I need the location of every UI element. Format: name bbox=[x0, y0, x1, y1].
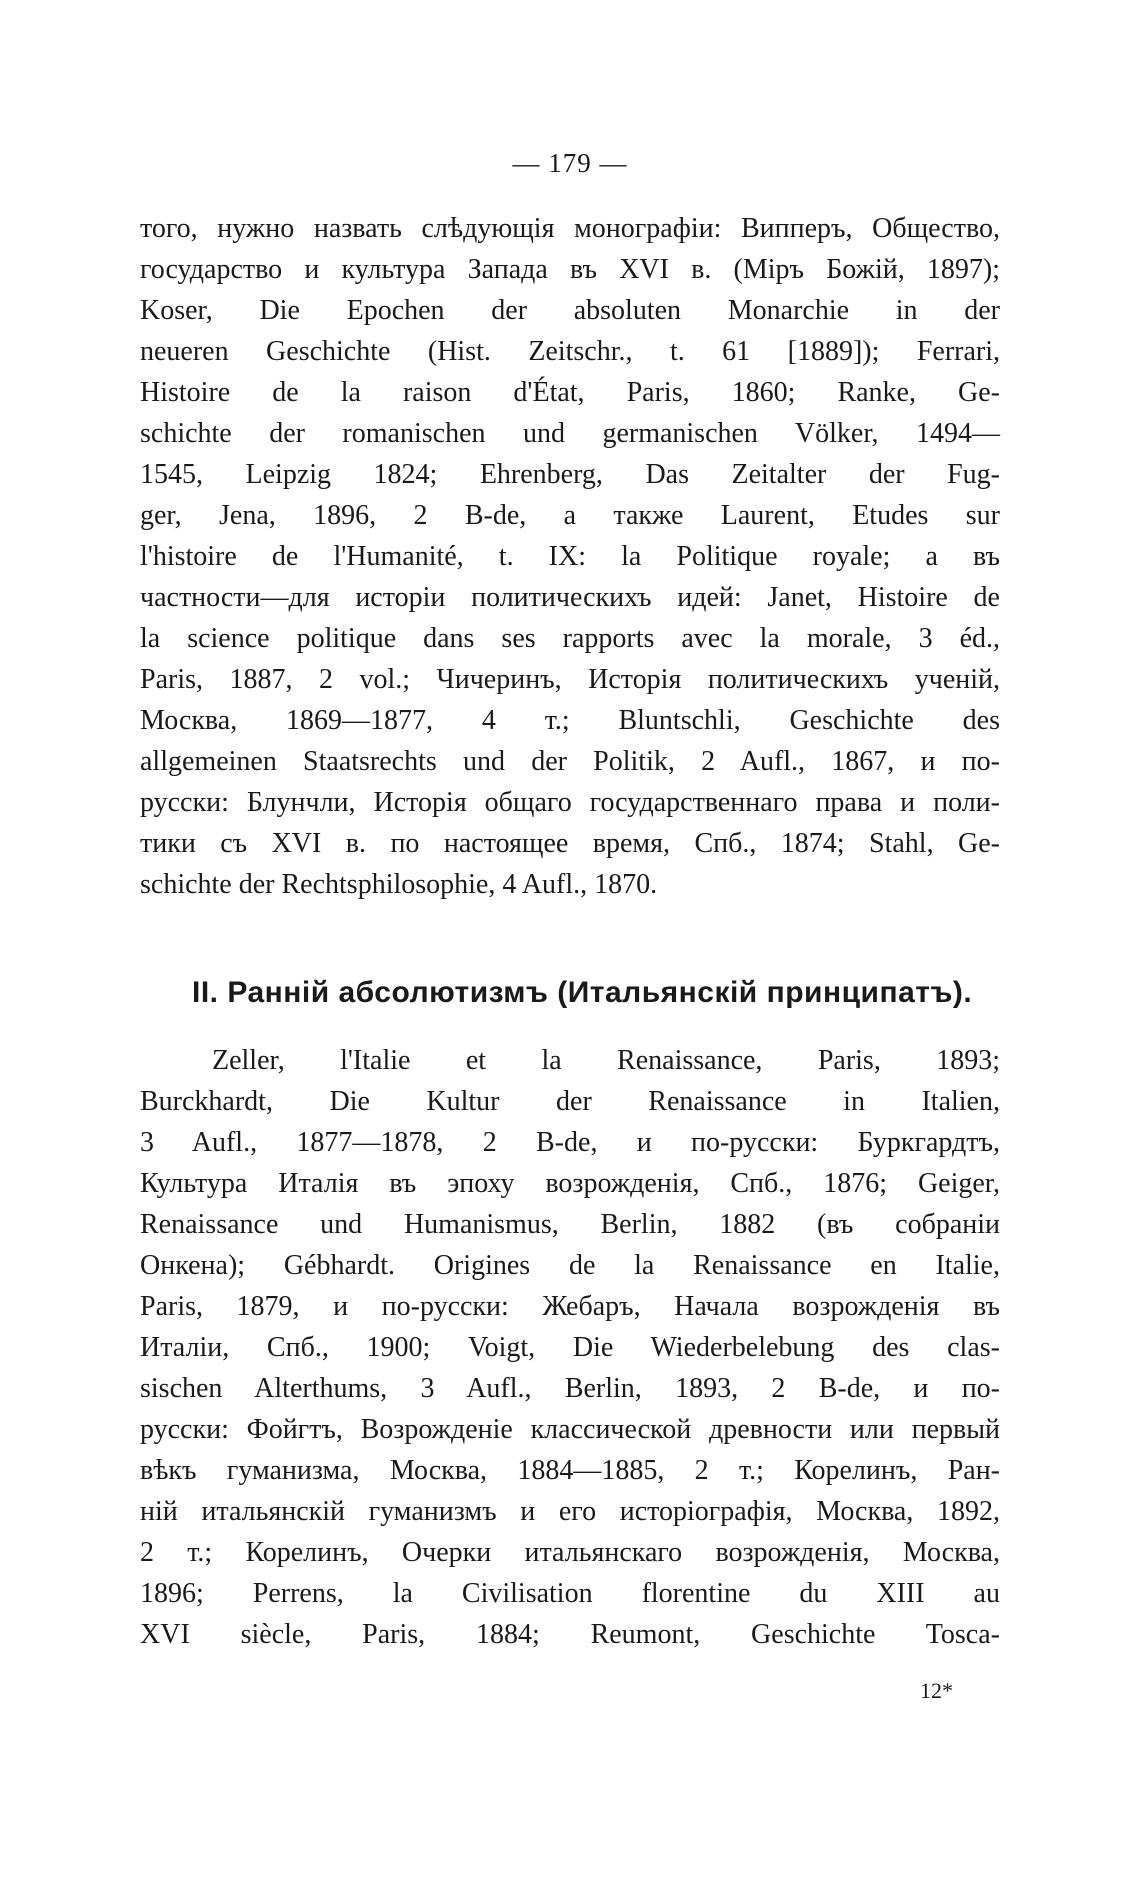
text-line: Paris, 1887, 2 vol.; Чичеринъ, Исторія политическихъ ученій, bbox=[140, 664, 1000, 695]
bibliography-block-top bbox=[140, 208, 1000, 905]
text-line: neueren Geschichte (Hist. Zeitschr., t. 61 [1889]); Ferrari, bbox=[140, 336, 1000, 367]
text-line: XVI siècle, Paris, 1884; Reumont, Geschichte Tosca- bbox=[140, 1619, 1000, 1650]
text-line: того, нужно назвать слѣдующія монографіи: Випперъ, Общество, bbox=[140, 213, 1000, 244]
text-line: русски: Блунчли, Исторія общаго государственнаго права и поли- bbox=[140, 787, 1000, 818]
text-line: Культура Италія въ эпоху возрожденія, Спб., 1876; Geiger, bbox=[140, 1168, 1000, 1199]
text-line: 2 т.; Корелинъ, Очерки итальянскаго возрожденія, Москва, bbox=[140, 1537, 1000, 1568]
text-line: ger, Jena, 1896, 2 B-de, а также Laurent, Etudes sur bbox=[140, 500, 1000, 531]
text-line: l'histoire de l'Humanité, t. IX: la Politique royale; а въ bbox=[140, 541, 1000, 572]
text-line: Histoire de la raison d'État, Paris, 1860; Ranke, Ge- bbox=[140, 377, 1000, 408]
text-line: вѣкъ гуманизма, Москва, 1884—1885, 2 т.; Корелинъ, Ран- bbox=[140, 1455, 1000, 1486]
bibliography-block-bottom bbox=[140, 1040, 1000, 1655]
text-line: 1896; Perrens, la Civilisation florentine du XIII au bbox=[140, 1578, 1000, 1609]
text-line: schichte der Rechtsphilosophie, 4 Aufl., 1870. bbox=[140, 869, 658, 900]
text-line: schichte der romanischen und germanischen Völker, 1494— bbox=[140, 418, 1000, 449]
text-line: государство и культура Запада въ XVI в. (Міръ Божій, 1897); bbox=[140, 254, 1000, 285]
text-line: Koser, Die Epochen der absoluten Monarchie in der bbox=[140, 295, 1000, 326]
page-number: — 179 — bbox=[512, 148, 628, 178]
text-line: Renaissance und Humanismus, Berlin, 1882 (въ собраніи bbox=[140, 1209, 1000, 1240]
text-line: частности—для исторіи политическихъ идей: Janet, Histoire de bbox=[140, 582, 1000, 613]
text-line: la science politique dans ses rapports avec la morale, 3 éd., bbox=[140, 623, 1000, 654]
text-line: 1545, Leipzig 1824; Ehrenberg, Das Zeitalter der Fug- bbox=[140, 459, 1000, 490]
signature-mark: 12* bbox=[920, 1678, 953, 1703]
text-line: тики съ XVI в. по настоящее время, Спб., 1874; Stahl, Ge- bbox=[140, 828, 1000, 859]
text-line: sischen Alterthums, 3 Aufl., Berlin, 1893, 2 B-de, и по- bbox=[140, 1373, 1000, 1404]
text-line: allgemeinen Staatsrechts und der Politik, 2 Aufl., 1867, и по- bbox=[140, 746, 1000, 777]
text-line: Zeller, l'Italie et la Renaissance, Paris, 1893; bbox=[212, 1045, 1000, 1076]
text-line: Италіи, Спб., 1900; Voigt, Die Wiederbelebung des clas- bbox=[140, 1332, 1000, 1363]
text-line: Burckhardt, Die Kultur der Renaissance in Italien, bbox=[140, 1086, 1000, 1117]
text-line: Москва, 1869—1877, 4 т.; Bluntschli, Geschichte des bbox=[140, 705, 1000, 736]
text-line: Paris, 1879, и по-русски: Жебаръ, Начала возрожденія въ bbox=[140, 1291, 1000, 1322]
text-line: Онкена); Gébhardt. Origines de la Renaissance en Italie, bbox=[140, 1250, 1000, 1281]
section-heading: II. Ранній абсолютизмъ (Итальянскій принципатъ). bbox=[192, 976, 973, 1009]
text-line: ній итальянскій гуманизмъ и его исторіографія, Москва, 1892, bbox=[140, 1496, 1000, 1527]
text-line: русски: Фойгтъ, Возрожденіе классической древности или первый bbox=[140, 1414, 1000, 1445]
text-line: 3 Aufl., 1877—1878, 2 B-de, и по-русски: Буркгардтъ, bbox=[140, 1127, 1000, 1158]
